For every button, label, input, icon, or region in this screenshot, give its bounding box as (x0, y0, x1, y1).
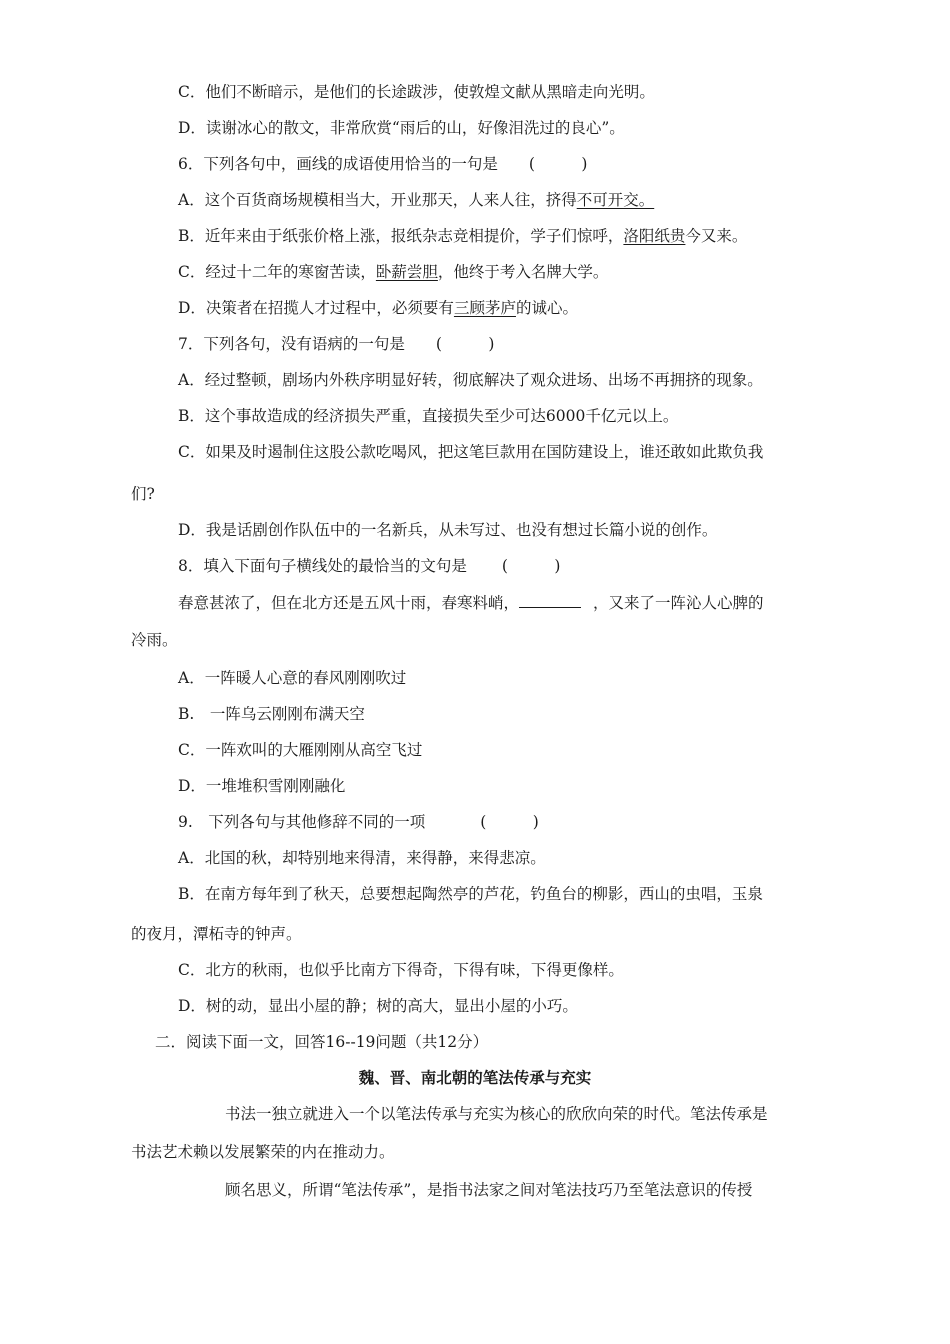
q7-option-b: B．这个事故造成的经济损失严重，直接损失至少可达6000千亿元以上。 (178, 407, 679, 425)
q7-option-d: D．我是话剧创作队伍中的一名新兵，从未写过、也没有想过长篇小说的创作。 (178, 521, 718, 539)
q6-b-text: B．近年来由于纸张价格上涨，报纸杂志竞相提价，学子们惊呼， (178, 227, 624, 245)
q6-d-underlined: 三顾茅庐 (453, 299, 516, 317)
q6-option-b (178, 226, 747, 246)
q9-stem-text: 9. 下列各句与其他修辞不同的一项 (178, 813, 426, 831)
passage-paragraph2-line1: 顾名思义，所谓“笔法传承”，是指书法家之间对笔法技巧乃至笔法意识的传授 (225, 1181, 753, 1199)
q8-stem-text: 8．填入下面句子横线处的最恰当的文句是 (178, 557, 467, 575)
q8-answer-paren: ( ) (501, 557, 561, 575)
passage-paragraph1-line1: 书法一独立就进入一个以笔法传承与充实为核心的欣欣向荣的时代。笔法传承是 (225, 1105, 768, 1123)
q8-option-a: A．一阵暖人心意的春风刚刚吹过 (178, 669, 407, 687)
q6-option-a (178, 190, 654, 210)
q7-option-c-line1: C．如果及时遏制住这股公款吃喝风，把这笔巨款用在国防建设上，谁还敢如此欺负我 (178, 443, 764, 461)
q6-a-text: A．这个百货商场规模相当大，开业那天，人来人往，挤得 (178, 191, 577, 209)
q9-option-b-line2: 的夜月，潭柘寺的钟声。 (131, 925, 302, 943)
q5-option-c: C．他们不断暗示，是他们的长途跋涉，使敦煌文献从黑暗走向光明。 (178, 83, 655, 101)
q7-stem-text: 7．下列各句，没有语病的一句是 (178, 335, 405, 353)
q9-option-a: A．北国的秋，却特别地来得清，来得静，来得悲凉。 (178, 849, 546, 867)
q6-stem (178, 154, 587, 174)
q9-stem (178, 812, 539, 832)
q7-option-a: A．经过整顿，剧场内外秩序明显好转，彻底解决了观众进场、出场不再拥挤的现象。 (178, 371, 763, 389)
q9-option-b-line1: B．在南方每年到了秋天，总要想起陶然亭的芦花，钓鱼台的柳影，西山的虫唱，玉泉 (178, 885, 763, 903)
q6-d-text-end: 的诚心。 (515, 299, 578, 317)
q6-a-underlined: 不可开交。 (576, 191, 655, 209)
q9-option-d: D．树的动，显出小屋的静；树的高大，显出小屋的小巧。 (178, 997, 578, 1015)
q9-answer-paren: ( ) (480, 813, 539, 831)
q7-stem (178, 334, 494, 354)
q8-option-d: D．一堆堆积雪刚刚融化 (178, 777, 346, 795)
passage-paragraph1-line2: 书法艺术赖以发展繁荣的内在推动力。 (131, 1143, 395, 1161)
passage-title: 魏、晋、南北朝的笔法传承与充实 (358, 1068, 592, 1087)
section2-heading: 二．阅读下面一文，回答16--19问题（共12分） (155, 1033, 489, 1051)
q8-option-b: B. 一阵乌云刚刚布满天空 (178, 705, 365, 723)
q8-passage-text-end: ，又来了一阵沁人心脾的 (593, 594, 764, 612)
q6-option-c (178, 262, 608, 282)
q8-stem (178, 556, 560, 576)
q7-answer-paren: ( ) (435, 335, 495, 353)
q6-stem-text: 6．下列各句中，画线的成语使用恰当的一句是 (178, 155, 498, 173)
q6-b-underlined: 洛阳纸贵 (623, 227, 686, 245)
q5-option-d: D．读谢冰心的散文，非常欣赏“雨后的山，好像泪洗过的良心”。 (178, 119, 625, 137)
q6-c-text-end: ，他终于考入名牌大学。 (437, 263, 609, 281)
q6-c-underlined: 卧薪尝胆 (375, 263, 438, 281)
q8-passage-text: 春意甚浓了，但在北方还是五风十雨，春寒料峭， (178, 594, 520, 612)
q6-d-text: D．决策者在招揽人才过程中，必须要有 (178, 299, 454, 317)
q6-c-text: C．经过十二年的寒窗苦读， (178, 263, 376, 281)
q6-b-text-end: 今又来。 (685, 227, 748, 245)
q6-option-d (178, 298, 578, 318)
q8-passage-line1 (178, 592, 764, 613)
q9-option-c: C．北方的秋雨，也似乎比南方下得奇，下得有味，下得更像样。 (178, 961, 624, 979)
q6-answer-paren: ( ) (528, 155, 588, 173)
q8-option-c: C．一阵欢叫的大雁刚刚从高空飞过 (178, 741, 423, 759)
q8-blank (519, 592, 581, 608)
q8-passage-line2: 冷雨。 (131, 631, 178, 649)
q7-option-c-line2: 们? (131, 485, 155, 503)
